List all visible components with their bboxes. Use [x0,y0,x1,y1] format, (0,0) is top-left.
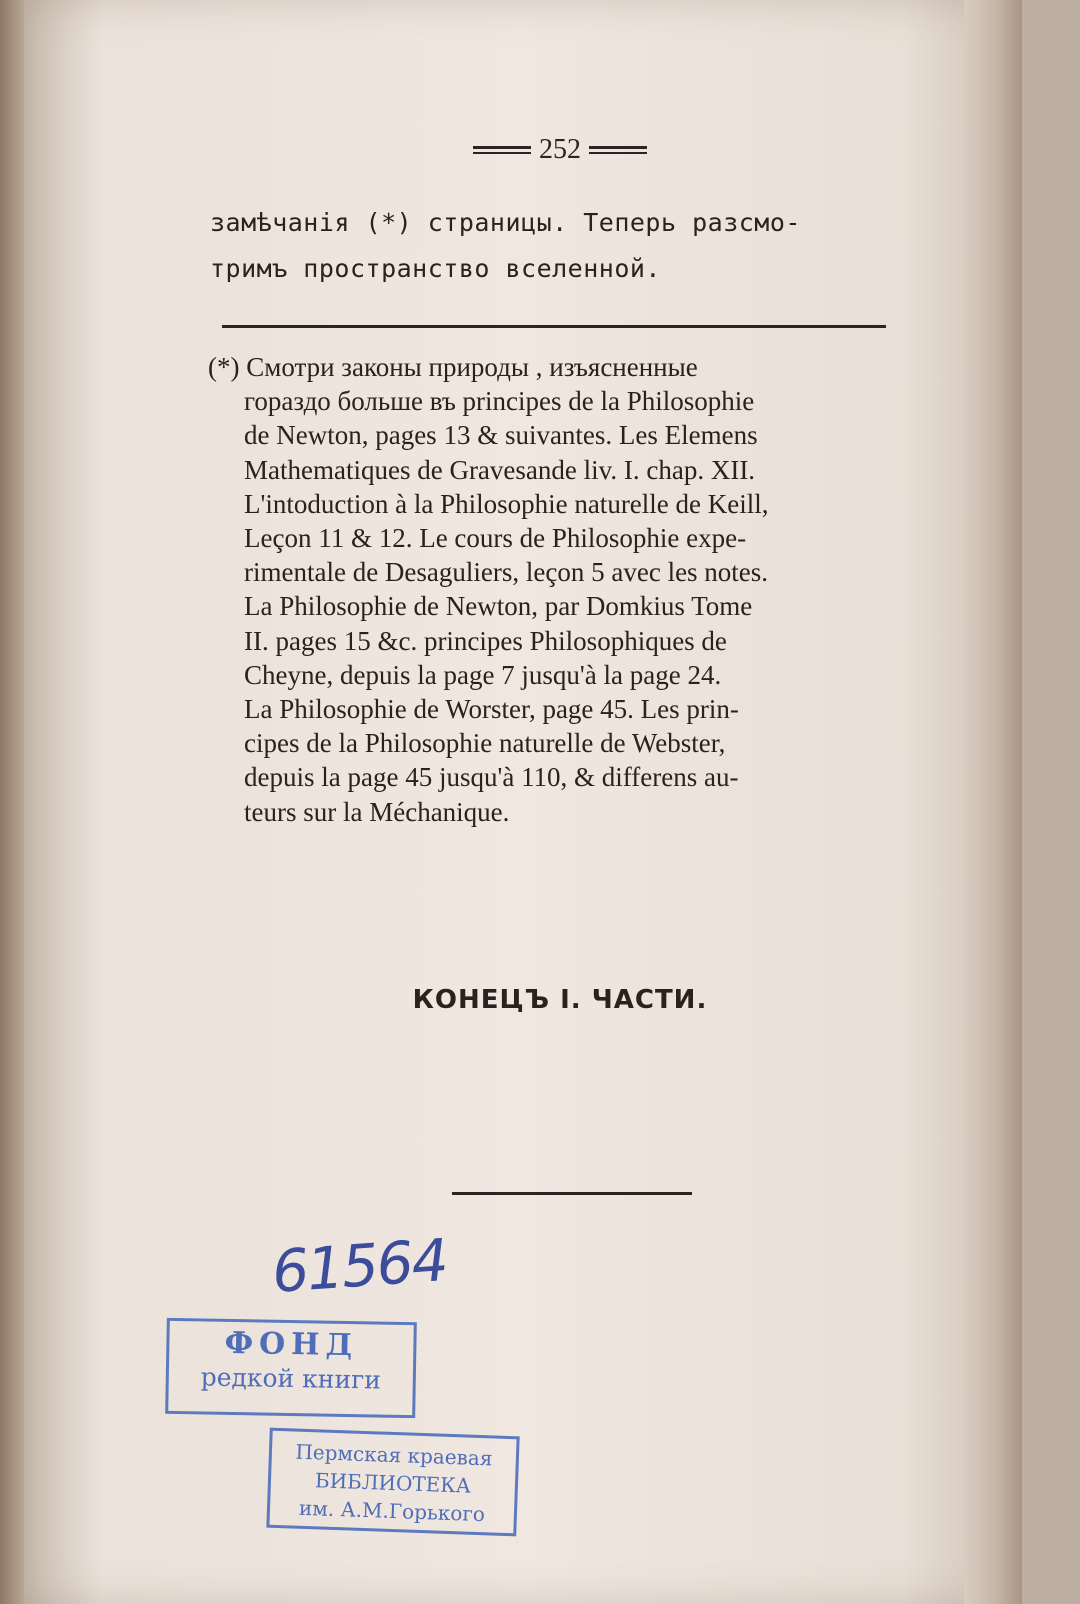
footnote-line: de Newton, pages 13 & suivantes. Les Elemens [244,420,758,451]
end-of-part-title: КОНЕЦЪ I. ЧАСТИ. [412,985,708,1015]
stamp-line: редкой книги [200,1362,382,1395]
footnote-line: cipes de la Philosophie naturelle de Webster, [244,728,726,759]
stamp-line: ФОНД [224,1325,359,1364]
stamp-line: БИБЛИОТЕКА [314,1468,472,1498]
footnote-separator [222,325,886,328]
body-line: тримъ пространство вселенной. [210,254,661,283]
footnote-line: Leçon 11 & 12. Le cours de Philosophie expe- [244,523,747,554]
footnote-line: Cheyne, depuis la page 7 jusqu'à la page 24. [244,659,722,690]
stamp-line: Пермская краевая [295,1439,493,1471]
footnote-line: teurs sur la Méchanique. [244,796,510,827]
body-line: замѣчанія (*) страницы. Теперь разсмо- [210,208,801,237]
book-spine [0,0,24,1604]
footnote-line: La Philosophie de Worster, page 45. Les prin- [244,694,739,725]
footnote-line: depuis la page 45 jusqu'à 110, & differens au- [244,762,739,793]
inventory-number: 61564 [269,1225,449,1307]
footnote-line: Mathematiques de Gravesande liv. I. chap. XII. [244,454,756,485]
library-stamp [266,1428,519,1537]
header-ornament-left [473,146,531,154]
rare-books-stamp [165,1318,417,1418]
page-edge [964,0,1022,1604]
page-number: 252 [539,134,581,165]
footnote-line: La Philosophie de Newton, par Domkius Tome [244,591,753,622]
body-text [210,200,890,292]
footnote-line: L'intoduction à la Philosophie naturelle de Keill, [244,488,769,519]
footnote-line: (*) Смотри законы природы , изъясненные [208,352,698,382]
page-header [450,130,670,170]
footnote [208,350,888,829]
header-ornament-right [589,146,647,154]
stamp-line: им. А.М.Горького [298,1495,486,1527]
footnote-line: rimentale de Desaguliers, leçon 5 avec les notes. [244,557,769,588]
footnote-line: II. pages 15 &c. principes Philosophiques de [244,625,727,656]
footnote-line: гораздо больше въ principes de la Philosophie [244,386,755,417]
end-rule [452,1192,692,1195]
